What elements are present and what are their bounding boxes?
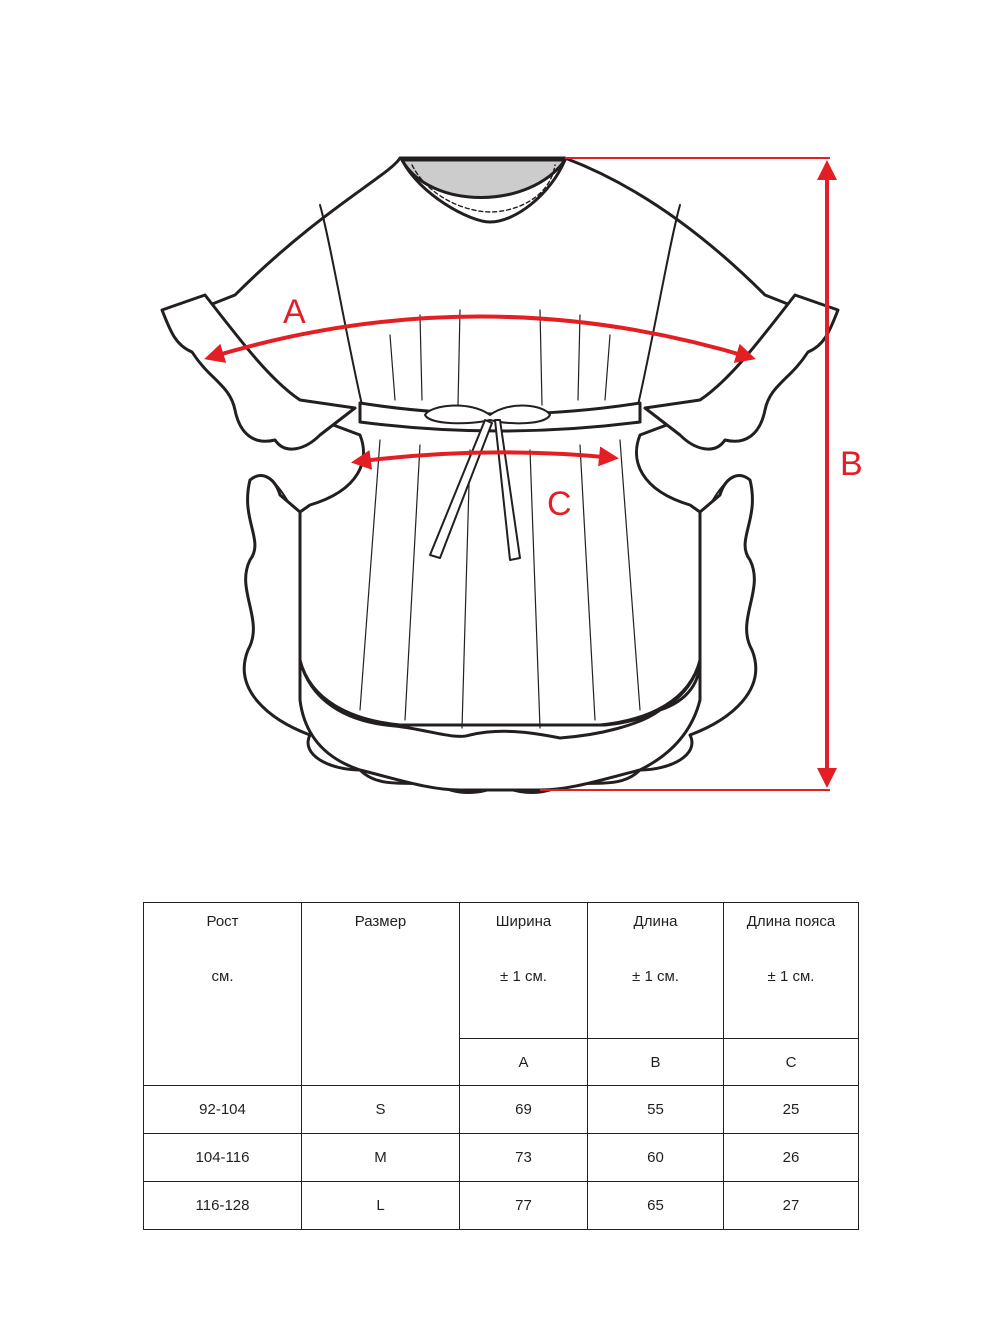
letter-a: A: [460, 1039, 588, 1086]
cell-width: 69: [460, 1086, 588, 1134]
cell-height: 116-128: [144, 1182, 302, 1230]
label-b: B: [840, 445, 863, 483]
cell-height: 92-104: [144, 1086, 302, 1134]
cell-belt: 25: [724, 1086, 859, 1134]
header-belt-length: Длина пояса ± 1 см.: [724, 903, 859, 1039]
header-length: Длина ± 1 см.: [588, 903, 724, 1039]
cell-size: L: [302, 1182, 460, 1230]
cell-width: 77: [460, 1182, 588, 1230]
cell-length: 65: [588, 1182, 724, 1230]
cell-size: S: [302, 1086, 460, 1134]
label-c: C: [547, 485, 572, 523]
table-row: [144, 1134, 859, 1182]
size-chart-table: [143, 902, 859, 1230]
garment-sketch: [162, 158, 838, 793]
cell-width: 73: [460, 1134, 588, 1182]
cell-belt: 27: [724, 1182, 859, 1230]
table-row: [144, 1086, 859, 1134]
header-size: Размер: [302, 903, 460, 1086]
cell-size: M: [302, 1134, 460, 1182]
header-row: [144, 903, 859, 1039]
letter-c: C: [724, 1039, 859, 1086]
header-width: Ширина ± 1 см.: [460, 903, 588, 1039]
table-row: [144, 1182, 859, 1230]
letter-b: B: [588, 1039, 724, 1086]
cell-height: 104-116: [144, 1134, 302, 1182]
cell-belt: 26: [724, 1134, 859, 1182]
cell-length: 60: [588, 1134, 724, 1182]
cell-length: 55: [588, 1086, 724, 1134]
header-height: Рост см.: [144, 903, 302, 1086]
label-a: A: [283, 293, 306, 331]
